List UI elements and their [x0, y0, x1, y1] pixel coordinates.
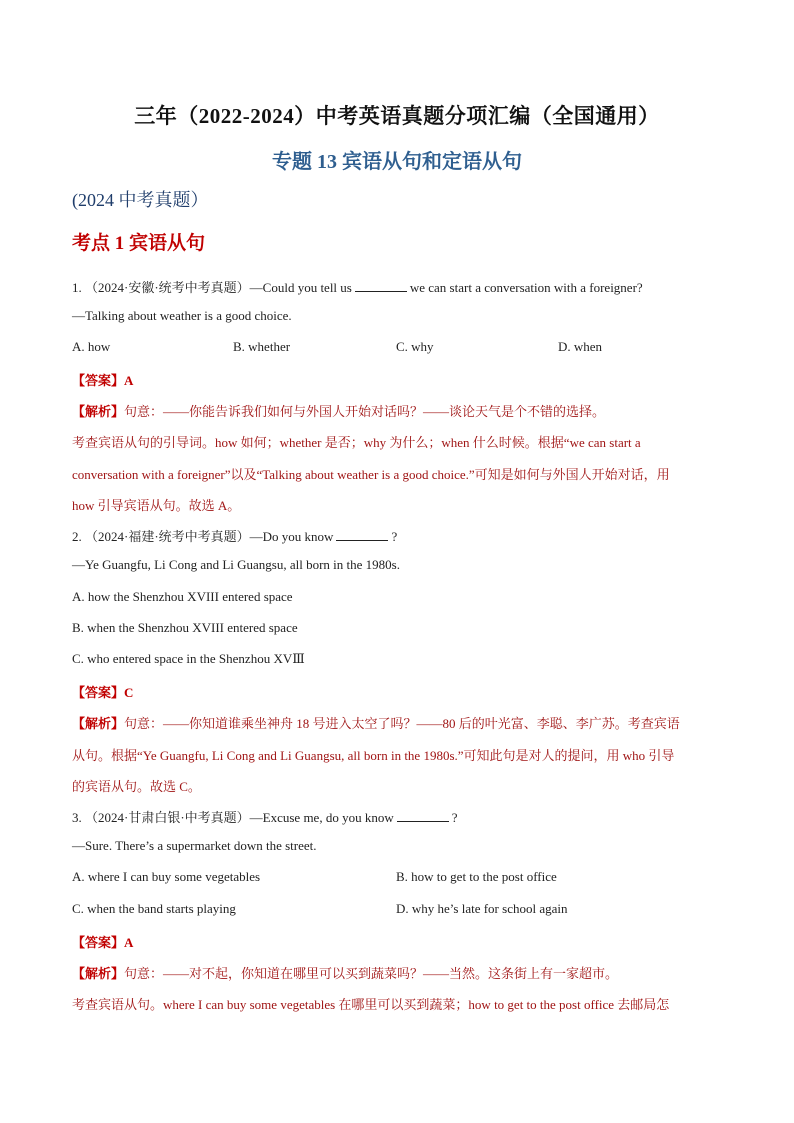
question-1-stem-a: 1. （2024·安徽·统考中考真题）—Could you tell us	[72, 280, 352, 295]
question-3-analysis-2: 考查宾语从句。where I can buy some vegetables 在哪里可以买到蔬菜；how to get to the post office 去邮局怎	[72, 997, 670, 1012]
answer-blank	[355, 279, 407, 292]
question-2-reply: —Ye Guangfu, Li Cong and Li Guangsu, all born in the 1980s.	[72, 557, 400, 572]
question-1-option-c: C. why	[396, 339, 434, 354]
question-1-analysis-4: how 引导宾语从句。故选 A。	[72, 498, 241, 513]
answer-blank	[336, 528, 388, 541]
question-3-stem-b: ?	[451, 810, 458, 825]
answer-blank	[397, 809, 449, 822]
question-1-analysis-1	[72, 401, 605, 420]
question-3-option-d: D. why he’s late for school again	[396, 901, 568, 916]
question-2-analysis-3: 的宾语从句。故选 C。	[72, 779, 201, 794]
analysis-text: 句意：——对不起，你知道在哪里可以买到蔬菜吗？——当然。这条街上有一家超市。	[124, 966, 619, 981]
question-3-stem-a: 3. （2024·甘肃白银·中考真题）—Excuse me, do you know	[72, 810, 394, 825]
question-3-reply: —Sure. There’s a supermarket down the street.	[72, 838, 317, 853]
question-2-answer: 【答案】C	[72, 685, 134, 700]
question-2-option-b: B. when the Shenzhou XVIII entered space	[72, 620, 298, 635]
analysis-tag: 【解析】	[72, 404, 125, 419]
analysis-text: 句意：——你能告诉我们如何与外国人开始对话吗？——谈论天气是个不错的选择。	[124, 404, 606, 419]
question-3-stem	[72, 807, 458, 826]
question-3-option-c: C. when the band starts playing	[72, 901, 236, 916]
page-subtitle: 专题 13 宾语从句和定语从句	[272, 151, 522, 173]
question-3-option-a: A. where I can buy some vegetables	[72, 869, 261, 884]
question-2-option-c: C. who entered space in the Shenzhou XVⅢ	[72, 651, 305, 666]
question-3-answer: 【答案】A	[72, 935, 134, 950]
question-2-option-a: A. how the Shenzhou XVIII entered space	[72, 589, 293, 604]
question-3-analysis-1	[72, 963, 618, 982]
section-heading: (2024 中考真题）	[72, 190, 209, 210]
question-3-option-b: B. how to get to the post office	[396, 869, 557, 884]
question-1-stem	[72, 277, 643, 296]
question-1-option-a: A. how	[72, 339, 111, 354]
analysis-tag: 【解析】	[72, 966, 125, 981]
question-1-stem-b: we can start a conversation with a foreigner?	[409, 280, 643, 295]
question-2-stem-a: 2. （2024·福建·统考中考真题）—Do you know	[72, 529, 334, 544]
question-1-analysis-2: 考查宾语从句的引导词。how 如何；whether 是否；why 为什么；when 什么时候。根据“we can start a	[72, 435, 641, 450]
question-1-option-d: D. when	[558, 339, 603, 354]
page-title: 三年（2022-2024）中考英语真题分项汇编（全国通用）	[134, 104, 660, 128]
analysis-text: 句意：——你知道谁乘坐神舟 18 号进入太空了吗？——80 后的叶光富、李聪、李广苏。考查宾语	[124, 716, 680, 731]
question-1-reply: —Talking about weather is a good choice.	[72, 308, 292, 323]
question-1-option-b: B. whether	[233, 339, 291, 354]
question-1-answer: 【答案】A	[72, 373, 134, 388]
question-2-stem	[72, 526, 397, 545]
question-1-analysis-3: conversation with a foreigner”以及“Talking about weather is a good choice.”可知是如何与外国人开始对话，用	[72, 467, 670, 482]
question-2-analysis-2: 从句。根据“Ye Guangfu, Li Cong and Li Guangsu, all born in the 1980s.”可知此句是对人的提问，用 who 引导	[72, 748, 675, 763]
topic-heading: 考点 1 宾语从句	[72, 233, 206, 254]
analysis-tag: 【解析】	[72, 716, 125, 731]
question-2-analysis-1	[72, 713, 680, 732]
question-2-stem-b: ?	[391, 529, 398, 544]
